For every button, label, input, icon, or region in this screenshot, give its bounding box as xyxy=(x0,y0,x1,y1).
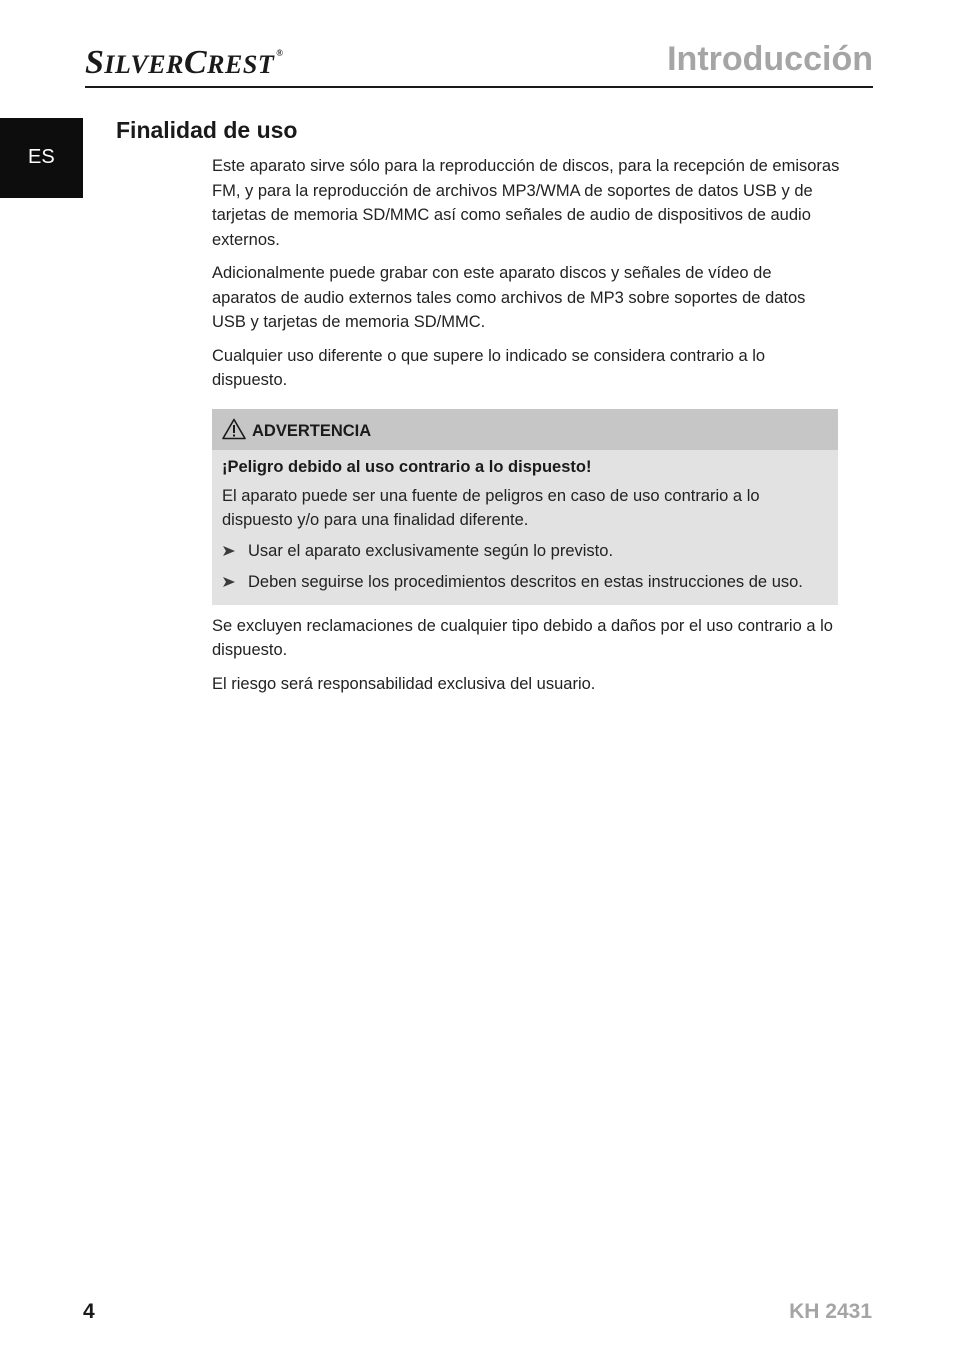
warning-body xyxy=(212,450,838,605)
paragraph: Este aparato sirve sólo para la reproducción de discos, para la recepción de emisoras FM, y para la reproducción de archivos MP3/WMA de soportes de datos USB y de tarjetas de memoria SD/MMC así como señales de audio de dispositivos de audio externos. xyxy=(212,157,840,249)
bullet-text: Deben seguirse los procedimientos descritos en estas instrucciones de uso. xyxy=(248,572,803,591)
warning-text: El aparato puede ser una fuente de peligros en caso de uso contrario a lo dispuesto y/o para una finalidad diferente. xyxy=(222,486,760,529)
page-header xyxy=(85,40,873,88)
section-title: Finalidad de uso xyxy=(116,117,298,143)
section-content xyxy=(212,154,840,705)
page-title: Introducción xyxy=(667,40,873,78)
warning-label: ADVERTENCIA xyxy=(252,421,372,440)
warning-header xyxy=(212,409,838,450)
list-item xyxy=(222,570,828,594)
warning-triangle-icon xyxy=(222,418,246,440)
warning-box xyxy=(212,409,838,605)
model-number: KH 2431 xyxy=(789,1300,872,1323)
list-item xyxy=(222,539,828,563)
arrow-bullet-icon xyxy=(223,577,235,587)
paragraph: El riesgo será responsabilidad exclusiva del usuario. xyxy=(212,674,596,693)
language-code: ES xyxy=(28,146,55,168)
language-tab xyxy=(0,118,83,198)
bullet-text: Usar el aparato exclusivamente según lo previsto. xyxy=(248,541,614,560)
paragraph: Adicionalmente puede grabar con este aparato discos y señales de vídeo de aparatos de audio externos tales como archivos de MP3 sobre soportes de datos USB y tarjetas de memoria SD/MMC. xyxy=(212,264,806,331)
warning-subtitle: ¡Peligro debido al uso contrario a lo dispuesto! xyxy=(222,457,592,476)
paragraph: Se excluyen reclamaciones de cualquier tipo debido a daños por el uso contrario a lo dispuesto. xyxy=(212,616,833,659)
silvercrest-logo: SILVERCREST ® xyxy=(85,44,284,81)
paragraph: Cualquier uso diferente o que supere lo indicado se considera contrario a lo dispuesto. xyxy=(212,346,766,389)
arrow-bullet-icon xyxy=(223,546,235,556)
page-number: 4 xyxy=(83,1300,95,1323)
